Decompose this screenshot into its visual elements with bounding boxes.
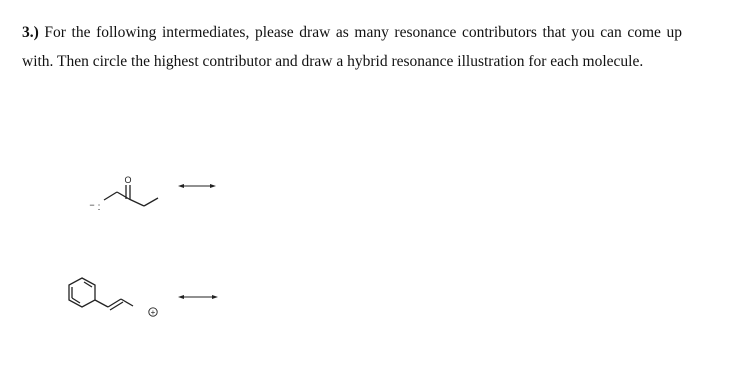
- bond-ring-vinyl: [95, 300, 108, 307]
- molecule-enolate: [104, 185, 158, 206]
- benzene-ring: [69, 278, 95, 307]
- oxygen-label: O: [124, 175, 132, 185]
- carbanion-charge: −: [89, 200, 95, 210]
- bond-ethyl: [144, 198, 158, 206]
- bond-carbanion-alpha: [104, 192, 117, 200]
- vinyl-double-2: [110, 302, 123, 310]
- cation-charge-icon: [149, 308, 157, 317]
- resonance-double-headed-arrow-icon: [178, 184, 216, 188]
- vinyl-double-1: [108, 299, 121, 307]
- molecule-benzylic-allyl-cation: [69, 278, 133, 310]
- carbanion-lone-pair: :: [97, 202, 101, 213]
- question-number: 3.): [22, 24, 39, 41]
- question-body: For the following intermediates, please draw as many resonance contributors that you can come up with. Then circle the highest contributor and draw a hybrid resonance illustration for each molecule.: [22, 24, 682, 70]
- bond-alpha-carbonyl: [117, 192, 129, 199]
- resonance-double-headed-arrow-icon: [178, 295, 218, 299]
- bond-carbonyl-ethyl: [129, 199, 144, 206]
- cation-charge-symbol: +: [150, 308, 156, 317]
